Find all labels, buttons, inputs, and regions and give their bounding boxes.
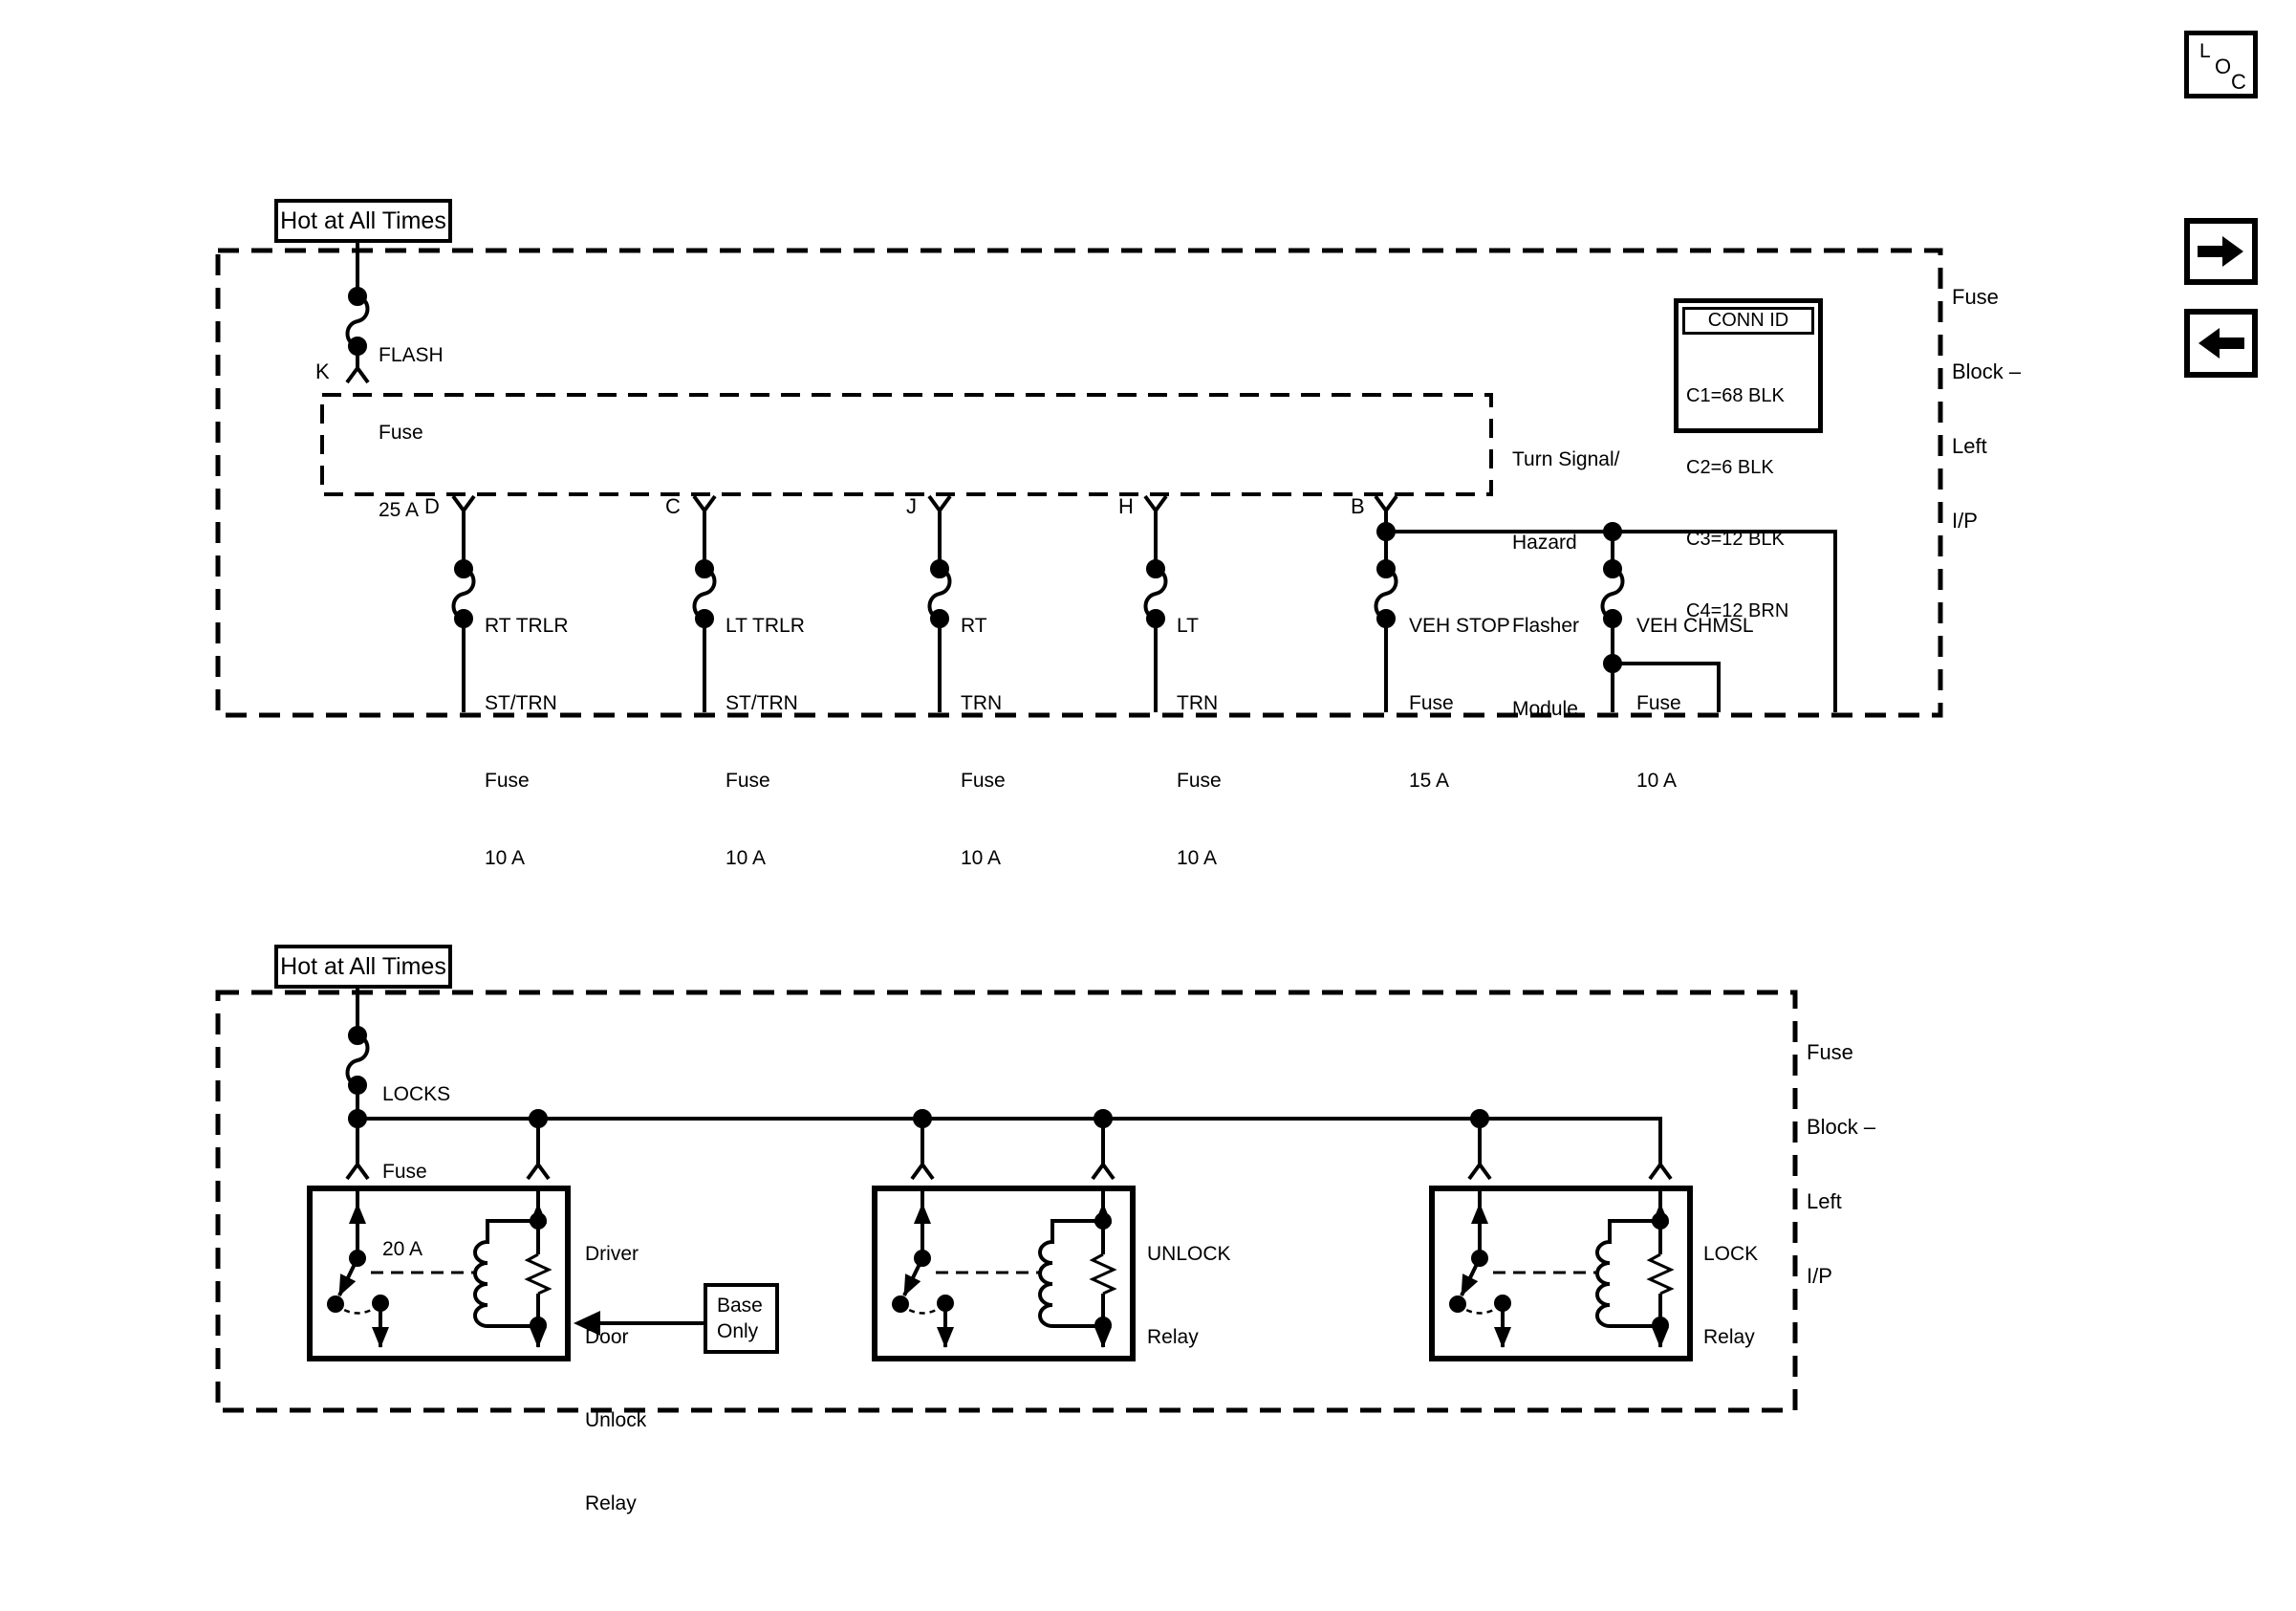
connector-icon (1469, 1165, 1490, 1179)
fuse-label-line: LT (1177, 615, 1199, 637)
relay-resistor-icon (1093, 1254, 1114, 1294)
loc-letter: C (2231, 70, 2246, 94)
switch-arm-icon (339, 1258, 357, 1295)
connector-icon (694, 496, 715, 511)
fuse-label-line: ST/TRN (726, 692, 798, 714)
hot-label-text: Hot at All Times (280, 207, 446, 234)
pin-letter-j: J (906, 494, 917, 518)
connector-icon (347, 1165, 368, 1179)
connector-icon (1093, 1165, 1114, 1179)
lt-trlr-st-trn-fuse-label (726, 561, 805, 923)
fuse-label-line: 10 A (1636, 770, 1678, 792)
flasher-module-label (1512, 390, 1619, 778)
fuse-label-line: 10 A (726, 847, 767, 869)
supply-bus (357, 1111, 1671, 1179)
relay-coil-icon (1040, 1221, 1103, 1326)
fuse-label-line: 10 A (485, 847, 526, 869)
switch-arm-icon (1462, 1258, 1480, 1295)
driver-door-unlock-relay-label (585, 1185, 646, 1573)
relay-label-line: UNLOCK (1147, 1243, 1231, 1265)
connector-icon (912, 1165, 933, 1179)
fuse-label-line: 15 A (1409, 770, 1450, 792)
hot-at-all-times-label-bottom (274, 945, 452, 989)
fuse-label-line: Fuse (961, 770, 1006, 792)
connector-icon (453, 496, 474, 511)
left-arrow-icon (2190, 315, 2252, 372)
fuse-label-line: TRN (1177, 692, 1219, 714)
lt-trn-fuse-label (1177, 561, 1222, 923)
pin-letter-h: H (1118, 494, 1134, 518)
lock-relay-label (1703, 1185, 1758, 1406)
lock-relay-symbol (1432, 1188, 1690, 1359)
module-label-line: Turn Signal/ (1512, 448, 1620, 470)
relay-resistor-icon (1650, 1254, 1671, 1294)
fuse-label-line: ST/TRN (485, 692, 557, 714)
fuse-label-line: Fuse (485, 770, 530, 792)
fuse-label-line: 20 A (382, 1238, 423, 1260)
relay-label-line: Driver (585, 1243, 639, 1265)
fuse-label-line: LT TRLR (726, 615, 805, 637)
fuse-label-line: RT TRLR (485, 615, 569, 637)
loc-letter: L (2199, 40, 2211, 62)
fuse-label-line: TRN (961, 692, 1003, 714)
relay-label-line: Relay (1147, 1326, 1199, 1348)
unlock-relay-symbol (875, 1188, 1133, 1359)
fuse-block-label-line: Block – (1807, 1115, 1876, 1139)
fuse-label-line: VEH CHMSL (1636, 615, 1754, 637)
rt-trlr-st-trn-fuse-label (485, 561, 569, 923)
previous-page-button[interactable] (2184, 309, 2258, 378)
relay-label-line: Unlock (585, 1409, 647, 1431)
fuse-block-label-line: Left (1952, 434, 1987, 458)
unlock-relay-label (1147, 1185, 1231, 1406)
fuse-label-line: 10 A (1177, 847, 1218, 869)
relay-label-line: Door (585, 1326, 629, 1348)
flasher-module-outline (322, 395, 1491, 494)
fuse-branch-c (694, 496, 715, 712)
module-label-line: Flasher (1512, 615, 1580, 637)
loc-badge[interactable] (2184, 31, 2258, 98)
switch-arm-icon (904, 1258, 922, 1295)
next-page-button[interactable] (2184, 218, 2258, 285)
relay-coil-icon (475, 1221, 538, 1326)
fuse-branch-j (929, 496, 950, 712)
base-only-note (704, 1283, 779, 1354)
fuse-label-line: VEH STOP (1409, 615, 1510, 637)
fuse-block-label-line: Fuse (1807, 1040, 1853, 1064)
veh-chmsl-fuse-label (1636, 561, 1754, 845)
note-line: Base (717, 1295, 763, 1317)
relay-label-line: LOCK (1703, 1243, 1759, 1265)
fuse-label-line: Fuse (1409, 692, 1454, 714)
pin-letter-d: D (424, 494, 440, 518)
fuse-label-line: RT (961, 615, 987, 637)
fuse-block-label-line: Block – (1952, 359, 2022, 383)
connector-icon (347, 368, 368, 382)
fuse-branch-h (1145, 496, 1166, 712)
loc-letter: O (2215, 54, 2232, 78)
conn-id-row: C3=12 BLK (1686, 529, 1785, 550)
fuse-branch-d (453, 496, 474, 712)
hot-at-all-times-label-top (274, 199, 452, 243)
pin-letter-b: B (1351, 494, 1365, 518)
locks-fuse-label (382, 1030, 450, 1314)
connector-icon (1145, 496, 1166, 511)
fuse-block-label-line: Left (1807, 1189, 1842, 1213)
fuse-block-label-bottom (1807, 991, 1875, 1339)
fuse-block-label-line: Fuse (1952, 285, 1999, 309)
pin-letter-k: K (315, 359, 330, 383)
module-label-line: Module (1512, 698, 1578, 720)
fuse-label-line: FLASH (379, 344, 444, 366)
conn-id-row: C2=6 BLK (1686, 457, 1774, 478)
flash-fuse-branch (347, 235, 368, 382)
pin-letter-c: C (665, 494, 681, 518)
conn-id-table (1674, 298, 1823, 621)
module-label-line: Hazard (1512, 532, 1577, 554)
connector-icon (1375, 496, 1397, 511)
fuse-block-label-line: I/P (1807, 1264, 1832, 1288)
fuse-label-line: LOCKS (382, 1083, 451, 1105)
connector-icon (929, 496, 950, 511)
connector-icon (1650, 1165, 1671, 1179)
right-arrow-icon (2190, 224, 2252, 279)
fuse-label-line: 10 A (961, 847, 1002, 869)
rt-trn-fuse-label (961, 561, 1006, 923)
hot-label-text: Hot at All Times (280, 952, 446, 980)
fuse-label-line: Fuse (726, 770, 770, 792)
fuse-block-outline (218, 992, 1795, 1410)
flash-fuse-label (379, 291, 444, 575)
bottom-fuse-block (218, 980, 1795, 1410)
connector-icon (528, 1165, 549, 1179)
relay-label-line: Relay (1703, 1326, 1755, 1348)
conn-id-title: CONN ID (1682, 307, 1814, 335)
fuse-label-line: Fuse (382, 1161, 427, 1183)
conn-id-row: C1=68 BLK (1686, 385, 1785, 406)
fuse-label-line: Fuse (1177, 770, 1222, 792)
fuse-label-line: Fuse (1636, 692, 1681, 714)
fuse-block-label-line: I/P (1952, 509, 1978, 533)
relay-label-line: Relay (585, 1492, 637, 1514)
locks-fuse-branch (347, 980, 368, 1179)
fuse-label-line: 25 A (379, 499, 420, 521)
conn-id-row: C4=12 BRN (1686, 600, 1789, 621)
relay-coil-icon (1597, 1221, 1660, 1326)
veh-stop-fuse-label (1409, 561, 1510, 845)
fuse-label-line: Fuse (379, 422, 423, 444)
relay-resistor-icon (528, 1254, 549, 1294)
note-line: Only (717, 1320, 759, 1342)
fuse-block-label-top (1952, 235, 2021, 583)
